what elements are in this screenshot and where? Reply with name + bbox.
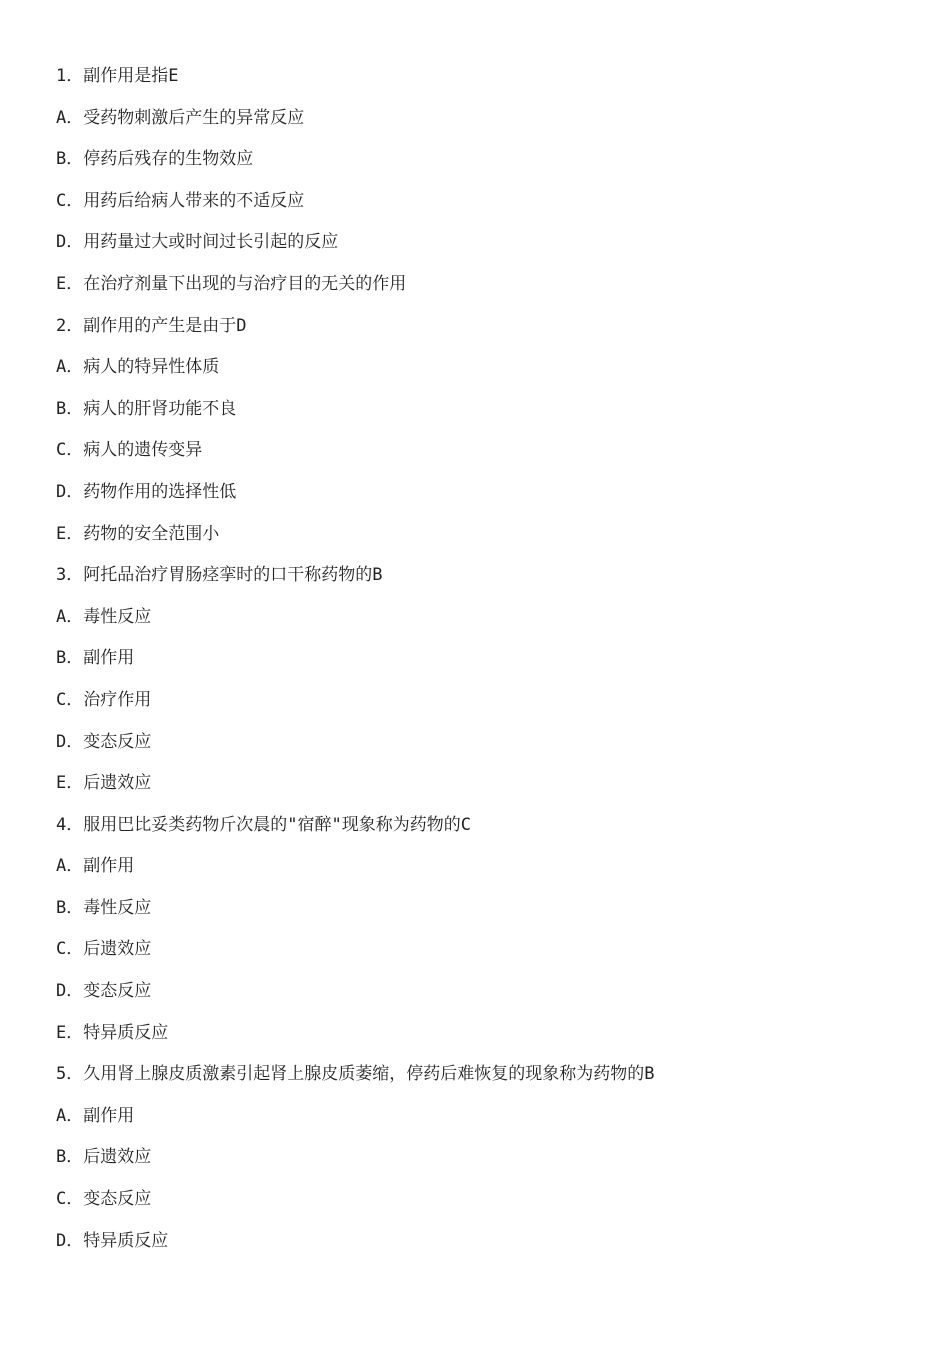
question-stem: 2．副作用的产生是由于D [56, 315, 247, 336]
answer-option-e: E．在治疗剂量下出现的与治疗目的无关的作用 [56, 273, 407, 294]
answer-option-b: B．副作用 [56, 648, 135, 669]
answer-option-a: A．副作用 [56, 1105, 135, 1126]
answer-option-d: D．药物作用的选择性低 [56, 481, 237, 502]
answer-option-b: B．停药后残存的生物效应 [56, 149, 254, 170]
question-4 [56, 811, 916, 1061]
answer-option-a: A．毒性反应 [56, 606, 152, 627]
answer-option-e: E．特异质反应 [56, 1022, 169, 1043]
answer-option-b: B．毒性反应 [56, 897, 152, 918]
question-stem: 3．阿托品治疗胃肠痉挛时的口干称药物的B [56, 565, 383, 586]
answer-option-c: C．治疗作用 [56, 689, 152, 710]
answer-option-d: D．用药量过大或时间过长引起的反应 [56, 232, 339, 253]
answer-option-a: A．副作用 [56, 856, 135, 877]
answer-option-a: A．病人的特异性体质 [56, 357, 220, 378]
answer-option-c: C．变态反应 [56, 1189, 152, 1210]
question-stem: 5．久用肾上腺皮质激素引起肾上腺皮质萎缩，停药后难恢复的现象称为药物的B [56, 1064, 655, 1085]
answer-option-a: A．受药物刺激后产生的异常反应 [56, 107, 305, 128]
question-2 [56, 312, 916, 562]
document-page [56, 62, 916, 1268]
answer-option-e: E．后遗效应 [56, 773, 152, 794]
answer-option-d: D．变态反应 [56, 981, 152, 1002]
question-stem: 1．副作用是指E [56, 66, 179, 86]
answer-option-d: D．特异质反应 [56, 1230, 169, 1251]
answer-option-e: E．药物的安全范围小 [56, 523, 220, 544]
answer-option-c: C．病人的遗传变异 [56, 440, 203, 461]
answer-option-b: B．后遗效应 [56, 1147, 152, 1168]
answer-option-c: C．后遗效应 [56, 939, 152, 960]
answer-option-b: B．病人的肝肾功能不良 [56, 398, 237, 419]
question-1 [56, 62, 916, 312]
answer-option-c: C．用药后给病人带来的不适反应 [56, 190, 305, 211]
answer-option-d: D．变态反应 [56, 731, 152, 752]
question-3 [56, 561, 916, 811]
question-stem: 4．服用巴比妥类药物斤次晨的"宿醉"现象称为药物的C [56, 814, 471, 835]
question-5 [56, 1060, 916, 1268]
